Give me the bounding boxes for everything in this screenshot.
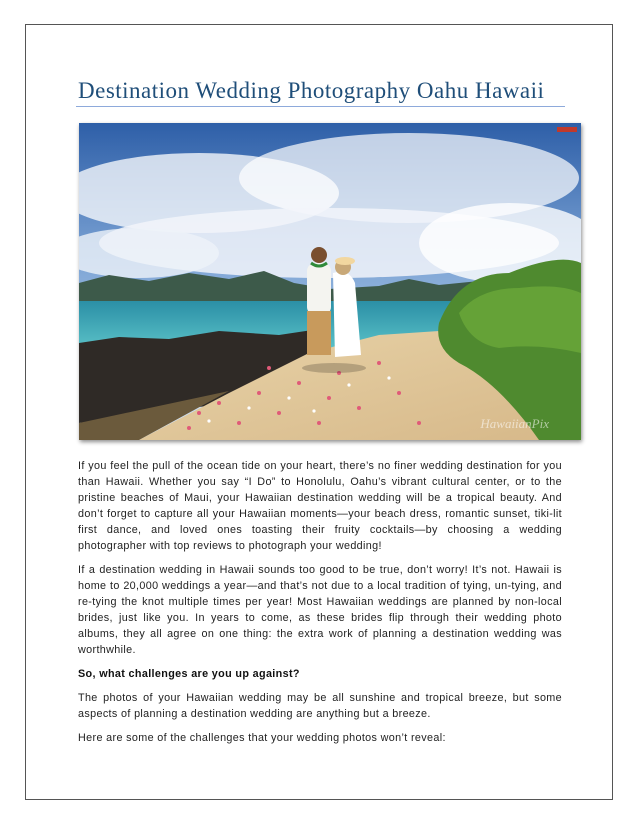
title-underline	[76, 106, 565, 107]
section-heading: So, what challenges are you up against?	[78, 668, 300, 680]
beach-scene-illustration	[79, 123, 581, 440]
paragraph: The photos of your Hawaiian wedding may be all sunshine and tropical breeze, but some aspects of planning a destination wedding are anything but a breeze.	[78, 692, 562, 720]
page-title: Destination Wedding Photography Oahu Hawaii	[78, 78, 545, 103]
paragraph: If you feel the pull of the ocean tide on your heart, there’s no finer wedding destination for you than Hawaii. Whether you say “I Do” to Honolulu, Oahu’s vibrant cultural center, or to the pristine beaches of Maui, your Hawaiian destination wedding will be a tropical beauty. And don’t forget to capture all your Hawaiian moments—your beach dress, romantic sunset, tiki-lit first dance, and loved ones toasting their fruity cocktails—by choosing a wedding photographer with top reviews to photograph your wedding!	[78, 460, 562, 552]
photo-watermark: HawaiianPix	[480, 416, 549, 431]
paragraph: Here are some of the challenges that your wedding photos won’t reveal:	[78, 732, 446, 744]
paragraph: If a destination wedding in Hawaii sounds too good to be true, don’t worry! It’s not. Hawaii is home to 20,000 weddings a year—and that’s not due to a local tradition of tying, un-tying, and re-tying the knot multiple times per year! Most Hawaiian weddings are planned by non-local brides, just like you. In years to come, as these brides flip through their wedding photo albums, they all agree on one thing: the extra work of planning a destination wedding was worthwhile.	[78, 564, 562, 656]
wedding-photo	[79, 123, 581, 440]
article-body	[78, 458, 562, 754]
